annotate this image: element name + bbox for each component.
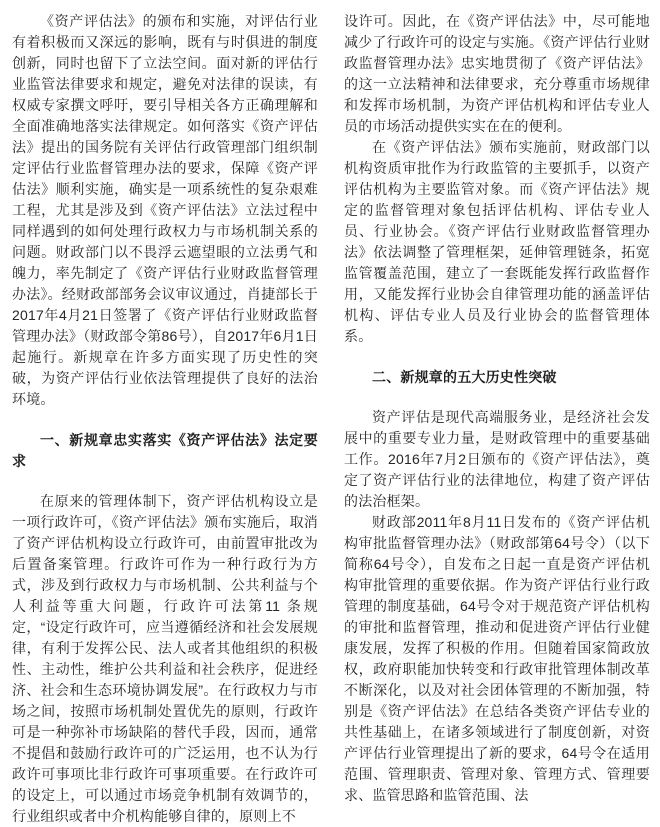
paragraph-section2-second: 财政部2011年8月11日发布的《资产评估机构审批监督管理办法》（财政部第64号令）（以下简称64号令），自发布之日起一直是资产评估机构审批管理的重要依据。作为资产评估行业行政管理的制度基础，64号令对于规范资产评估机构的审批和监督管理，推动和促进资产评估行业健康发展，发挥了积极的作用。但随着国家简政放权，政府职能加快转变和行政审批管理体制改革不断深化，以及对社会团体管理的不断加强，特别是《资产评估法》在总结各类资产评估专业的共性基础上，在诸多领域进行了制度创新，对资产评估行业管理提出了新的要求，64号令在适用范围、管理职责、管理对象、管理方式、管理要求、监管思路和监管范围、法 xyxy=(344,514,650,803)
section-heading-1: 一、新规章忠实落实《资产评估法》法定要求 xyxy=(12,432,318,469)
paragraph-section1-continued: 设许可。因此，在《资产评估法》中，尽可能地减少了行政许可的设定与实施。《资产评估行业财政监督管理办法》忠实地贯彻了《资产评估法》的这一立法精神和法律要求，充分尊重市场规律和发挥市场机制，为资产评估机构和评估专业人员的市场活动提供实实在在的便利。 xyxy=(344,13,650,134)
section-heading-2: 二、新规章的五大历史性突破 xyxy=(372,369,557,385)
paragraph-section2-first: 资产评估是现代高端服务业，是经济社会发展中的重要专业力量，是财政管理中的重要基础工作。2016年7月2日颁布的《资产评估法》，奠定了资产评估行业的法律地位，构建了资产评估的法治框架。 xyxy=(344,409,650,509)
paragraph-section1: 在原来的管理体制下，资产评估机构设立是一项行政许可，《资产评估法》颁布实施后，取消了资产评估机构设立行政许可，由前置审批改为后置备案管理。行政许可作为一种行政行为方式，涉及到行政权力与市场机制、公共利益与个人利益等重大问题，行政许可法第11 条规定，“设定行政许可，应当遵循经济和社会发展规律，有利于发挥公民、法人或者其他组织的积极性、主动性，维护公共利益和社会秩序，促进经济、社会和生态环境协调发展”。在行政权力与市场之间，按照市场机制处置优先的原则，行政许可是一种弥补市场缺陷的替代手段，因而，通常不提倡和鼓励行政许可的广泛运用，也不认为行政许可事项比非行政许可事项重要。在行政许可的设定上，可以通过市场竞争机制有效调节的，行业组织或者中介机构能够自律的，原则上不 xyxy=(12,493,318,824)
paragraph-section1-second: 在《资产评估法》颁布实施前，财政部门以机构资质审批作为行政监管的主要抓手，以资产评估机构为主要监管对象。而《资产评估法》规定的监督管理对象包括评估机构、评估专业人员、行业协会。《资产评估行业财政监督管理办法》依法调整了管理框架，延伸管理链条，拓宽监管覆盖范围，建立了一套既能发挥行政监督作用，又能发挥行业协会自律管理功能的涵盖评估机构、评估专业人员及行业协会的监督管理体系。 xyxy=(344,139,650,344)
right-column xyxy=(344,11,650,803)
paragraph-intro: 《资产评估法》的颁布和实施，对评估行业有着积极而又深远的影响，既有与时俱进的制度创新，同时也留下了立法空间。面对新的评估行业监管法律要求和规定，避免对法律的误读，有权威专家撰文呼吁，要引导相关各方正确理解和全面准确地落实法律规定。如何落实《资产评估法》提出的国务院有关评估行政管理部门组织制定评估行业监督管理办法的要求，保障《资产评估法》顺利实施，确实是一项系统性的复杂艰难工程，尤其是涉及到《资产评估法》立法过程中同样遇到的如何处理行政权力与市场机制关系的问题。财政部门以不畏浮云遮望眼的立法勇气和魄力，率先制定了《资产评估行业财政监督管理办法》。经财政部部务会议审议通过，肖捷部长于2017年4月21日签署了《资产评估行业财政监督管理办法》（财政部令第86号），自2017年6月1日起施行。新规章在许多方面实现了历史性的突破，为资产评估行业依法管理提供了良好的法治环境。 xyxy=(12,13,318,407)
left-column xyxy=(12,11,318,824)
